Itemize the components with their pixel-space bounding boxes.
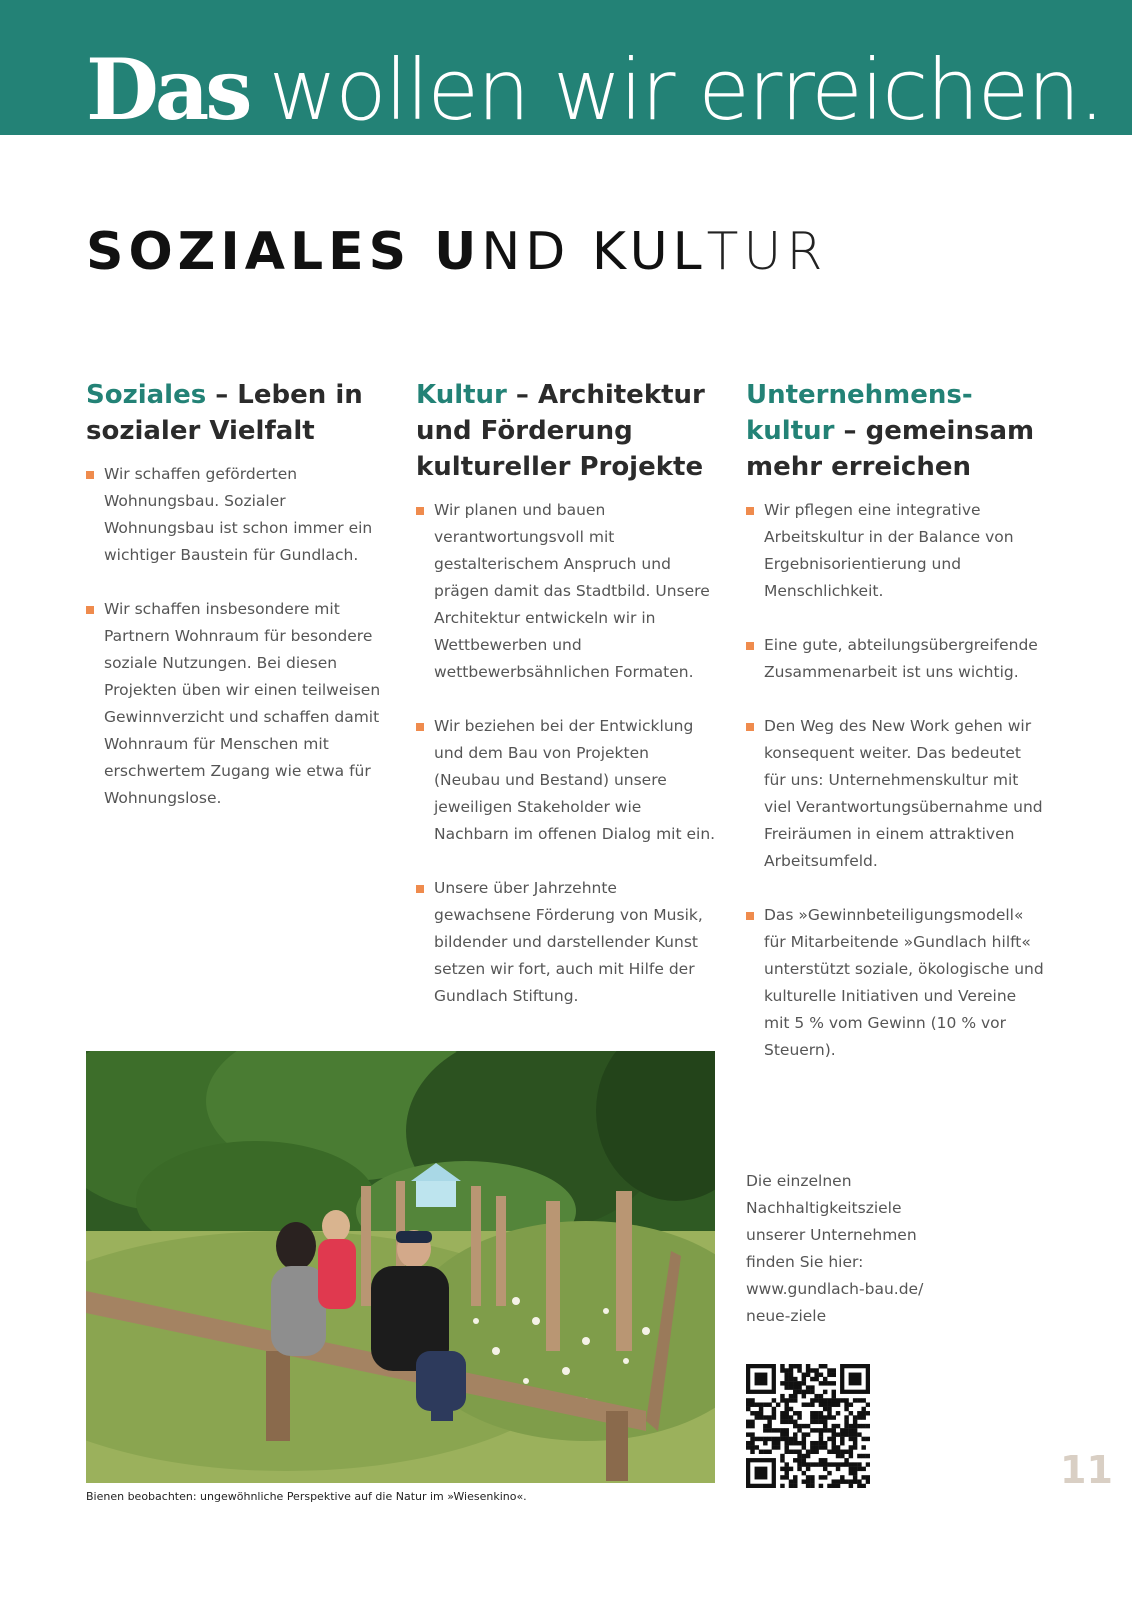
section-title-part-3: TUR xyxy=(706,222,828,282)
column-soziales xyxy=(86,377,386,839)
page-title-rest: wollen wir erreichen. xyxy=(268,41,1104,135)
bullet-item: Wir pflegen eine integrative Arbeitskultur in der Balance von Ergebnisorientierung und Menschlichkeit. xyxy=(746,497,1046,605)
qr-code-icon[interactable] xyxy=(746,1364,870,1488)
column-heading xyxy=(86,377,386,449)
bullet-item: Wir schaffen geförderten Wohnungsbau. Sozialer Wohnungsbau ist schon immer ein wichtiger Baustein für Gundlach. xyxy=(86,461,386,569)
qr-code-graphic xyxy=(746,1364,870,1488)
bullet-list xyxy=(416,497,716,1010)
bullet-item: Unsere über Jahrzehnte gewachsene Förderung von Musik, bildender und darstellender Kunst setzen wir fort, auch mit Hilfe der Gundlach Stiftung. xyxy=(416,875,716,1010)
header-band xyxy=(0,0,1132,135)
page-number: 11 xyxy=(1060,1448,1113,1492)
meadow-photo-illustration xyxy=(86,1051,715,1483)
bullet-list xyxy=(86,461,386,812)
bullet-item: Eine gute, abteilungsübergreifende Zusammenarbeit ist uns wichtig. xyxy=(746,632,1046,686)
bullet-item: Wir planen und bauen verantwortungsvoll mit gestalterischem Anspruch und prägen damit das Stadtbild. Unsere Architektur entwickeln wir in Wettbewerben und wettbewerbsähnlichen Formaten. xyxy=(416,497,716,686)
column-heading-rest: – gemeinsam mehr erreichen xyxy=(746,416,1035,482)
bullet-item: Das »Gewinnbeteiligungsmodell« für Mitarbeitende »Gundlach hilft« unterstützt soziale, ökologische und kulturelle Initiativen und Vereine mit 5 % vom Gewinn (10 % vor Steuern). xyxy=(746,902,1046,1064)
column-heading-highlight: Unternehmens-kultur xyxy=(746,380,973,446)
page-title-accent: Das xyxy=(86,40,249,135)
section-title-part-2: ND KUL xyxy=(481,222,707,282)
bullet-item: Wir schaffen insbesondere mit Partnern Wohnraum für besondere soziale Nutzungen. Bei diesen Projekten üben wir einen teilweisen Gewinnverzicht und schaffen damit Wohnraum für Menschen mit erschwertem Zugang wie etwa für Wohnungslose. xyxy=(86,596,386,812)
side-note: Die einzelnen Nachhaltigkeitsziele unserer Unternehmen finden Sie hier: www.gundlach-bau.de/ neue-ziele xyxy=(746,1172,924,1325)
column-heading-rest: – Leben in sozialer Vielfalt xyxy=(86,380,363,446)
bullet-list xyxy=(746,497,1046,1064)
photo-caption: Bienen beobachten: ungewöhnliche Perspektive auf die Natur im »Wiesenkino«. xyxy=(86,1490,527,1503)
column-heading xyxy=(416,377,716,485)
column-heading xyxy=(746,377,1046,485)
page-title xyxy=(86,40,1103,135)
column-heading-highlight: Soziales xyxy=(86,380,207,410)
column-heading-rest: – Architektur und Förderung kultureller Projekte xyxy=(416,380,705,482)
column-heading-highlight: Kultur xyxy=(416,380,507,410)
column-kultur xyxy=(416,377,716,1037)
bullet-item: Wir beziehen bei der Entwicklung und dem Bau von Projekten (Neubau und Bestand) unsere jeweiligen Stakeholder wie Nachbarn im offenen Dialog mit ein. xyxy=(416,713,716,848)
column-unternehmenskultur xyxy=(746,377,1046,1091)
section-title xyxy=(86,222,828,282)
bullet-item: Den Weg des New Work gehen wir konsequent weiter. Das bedeutet für uns: Unternehmenskultur mit viel Verantwortungsübernahme und Freiräumen in einem attraktiven Arbeitsumfeld. xyxy=(746,713,1046,875)
meadow-photo xyxy=(86,1051,715,1483)
section-title-part-1: SOZIALES U xyxy=(86,222,482,282)
